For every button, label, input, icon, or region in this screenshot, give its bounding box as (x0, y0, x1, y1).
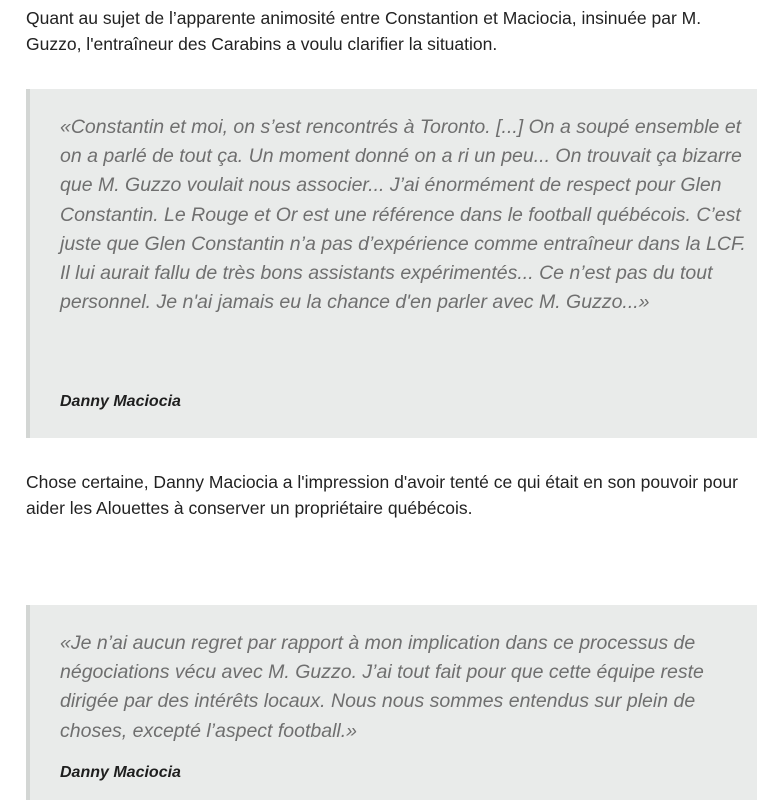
quote-author: Danny Maciocia (60, 764, 181, 781)
quote-author: Danny Maciocia (60, 393, 181, 410)
quote-text: «Je n’ai aucun regret par rapport à mon implication dans ce processus de négociations vécu avec M. Guzzo. J’ai tout fait pour que cette équipe reste dirigée par des intérêts locaux. Nous nous sommes entendus sur plein de choses, excepté l’aspect football.» (60, 632, 704, 742)
quote-text: «Constantin et moi, on s’est rencontrés à Toronto. [...] On a soupé ensemble et on a parlé de tout ça. Un moment donné on a ri un peu... On trouvait ça bizarre que M. Guzzo voulait nous associer... J’ai énormément de respect pour Glen Constantin. Le Rouge et Or est une référence dans le football québécois. C’est juste que Glen Constantin n’a pas d’expérience comme entraîneur dans la LCF. Il lui aurait fallu de très bons assistants expérimentés... Ce n’est pas du tout personnel. Je n'ai jamais eu la chance d'en parler avec M. Guzzo...» (60, 116, 746, 314)
blockquote (26, 605, 757, 800)
article-paragraph: Chose certaine, Danny Maciocia a l'impression d'avoir tenté ce qui était en son pouvoir pour aider les Alouettes à conserver un propriétaire québécois. (26, 472, 738, 518)
article-paragraph: Quant au sujet de l’apparente animosité entre Constantion et Maciocia, insinuée par M. Guzzo, l'entraîneur des Carabins a voulu clarifier la situation. (26, 8, 702, 54)
blockquote (26, 89, 757, 438)
